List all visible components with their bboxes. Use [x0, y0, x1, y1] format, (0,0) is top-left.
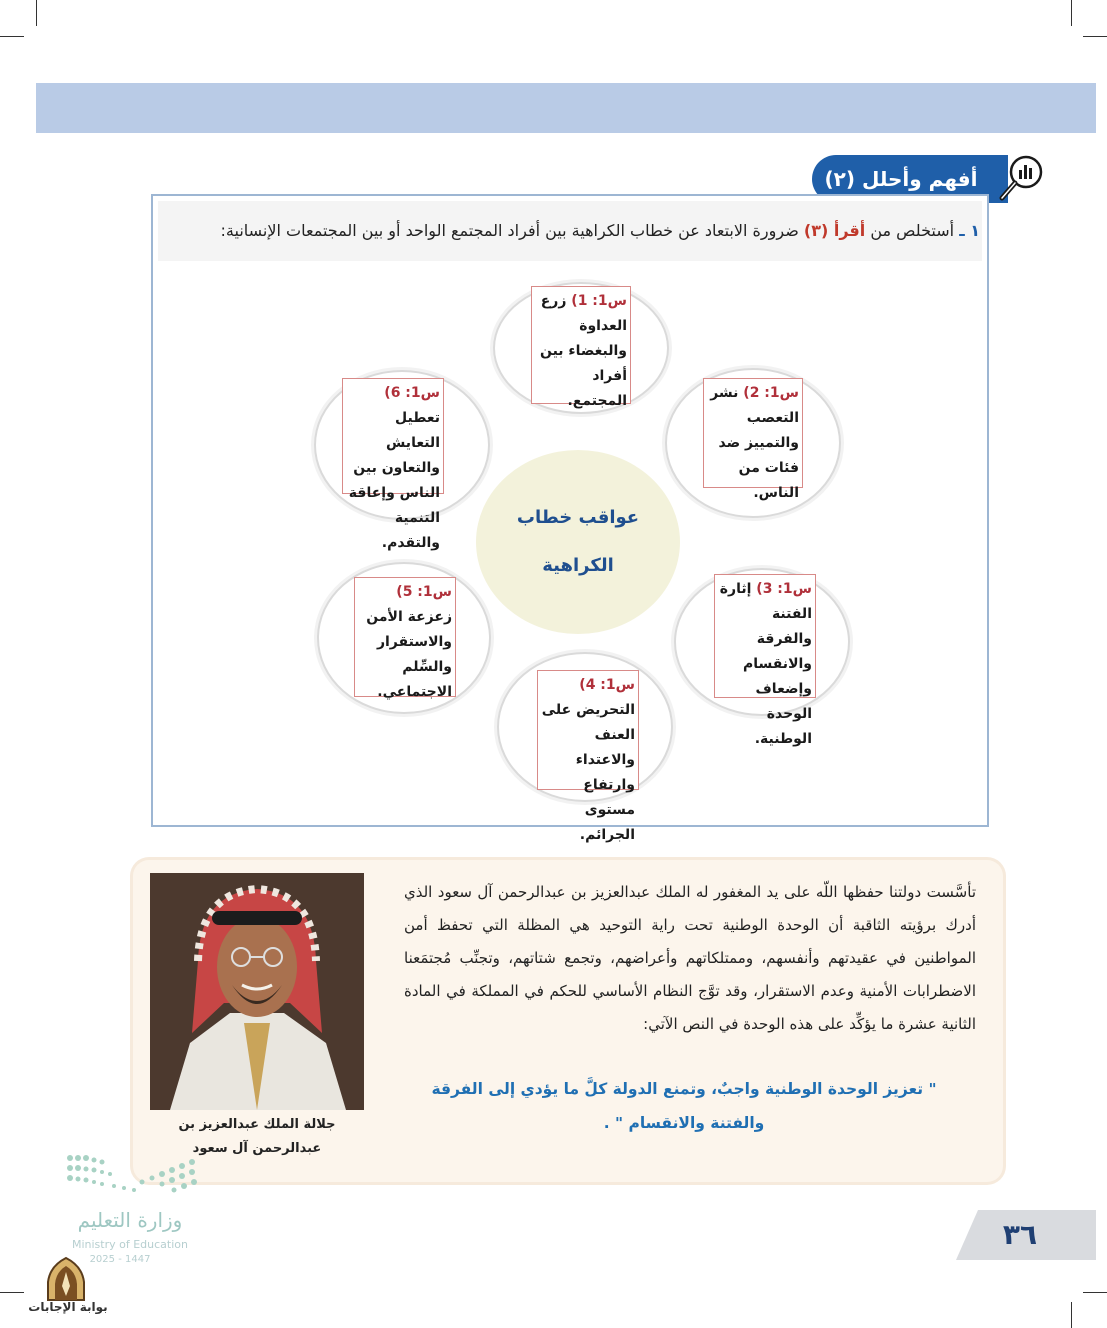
crop-mark — [0, 36, 24, 37]
question-text-before: أستخلص من — [870, 221, 955, 240]
crop-mark — [1083, 36, 1107, 37]
question-reference: أقرأ (٣) — [803, 221, 866, 240]
page-number: ٣٦ — [1002, 1218, 1038, 1251]
photo-caption-line2: عبدالرحمن آل سعود — [192, 1141, 322, 1156]
crop-mark — [1071, 1302, 1072, 1328]
answer-text-1: زرع العداوة والبغضاء بين أفراد المجتمع. — [539, 293, 627, 409]
answer-text-4: التحريض على العنف والاعتداء وارتفاع مستوى الجرائم. — [541, 702, 635, 843]
answer-label-2: س1: 2) — [743, 385, 799, 401]
diagram-center-line2: الكراهية — [542, 555, 614, 576]
answer-box-6[interactable] — [342, 378, 444, 551]
site-name: بوابة الإجابات — [28, 1300, 108, 1314]
crop-mark — [1083, 1292, 1107, 1293]
answer-label-6: س1: 6) — [384, 385, 440, 401]
crop-mark — [0, 1292, 24, 1293]
body-paragraph: تأسَّست دولتنا حفظها اللّه على يد المغفور له الملك عبدالعزيز بن عبدالرحمن آل سعود الذي أدرك برؤيته الثاقبة أن الوحدة الوطنية تحت راية التوحيد هي المظلة التي تحفظ أمن المواطنين في عقيدتهم وأنفسهم، وممتلكاتهم وأعراضهم، وتجمع شتاتهم، وتجنِّب مُجتمَعنا الاضطرابات الأمنية وعدم الاستقرار، وقد توَّج النظام الأساسي للحكم في المملكة في المادة الثانية عشرة ما يؤكِّد على هذه الوحدة في النص الآتي: — [404, 883, 976, 1033]
question-text-after: ضرورة الابتعاد عن خطاب الكراهية بين أفراد المجتمع الواحد أو بين المجتمعات الإنسانية: — [220, 221, 799, 240]
crop-mark — [36, 0, 37, 26]
answer-box-2[interactable] — [703, 378, 803, 501]
answer-box-3[interactable] — [714, 574, 816, 747]
answer-label-5: س1: 5) — [396, 584, 452, 600]
constitution-quote: " تعزيز الوحدة الوطنية واجبٌ، وتمنع الدولة كلَّ ما يؤدي إلى الفرقة والفتنة والانقسام " . — [431, 1080, 937, 1132]
question-number: ١ ـ — [959, 221, 980, 240]
ministry-logo-icon — [62, 1152, 202, 1198]
photo-caption-line1: جلالة الملك عبدالعزيز بن — [178, 1117, 336, 1132]
diagram-center — [476, 450, 680, 634]
ministry-name-arabic: وزارة التعليم — [77, 1208, 183, 1232]
answer-label-4: س1: 4) — [579, 677, 635, 693]
diagram-center-line1: عواقب خطاب — [516, 507, 640, 528]
answer-box-5[interactable] — [354, 577, 456, 700]
answer-label-3: س1: 3) — [756, 581, 812, 597]
ministry-year: 2025 - 1447 — [89, 1254, 151, 1265]
answer-label-1: س1: 1) — [571, 293, 627, 309]
answer-text-3: إثارة الفتنة والفرقة والانقسام وإضعاف الوحدة الوطنية. — [719, 581, 812, 747]
section-title: أفهم وأحلل (٢) — [812, 155, 1008, 203]
answer-text-6: تعطيل التعايش والتعاون بين الناس وإعاقة التنمية والتقدم. — [348, 410, 440, 551]
king-portrait-photo — [150, 873, 364, 1110]
site-logo-icon — [40, 1256, 92, 1302]
crop-mark — [1071, 0, 1072, 26]
header-band — [36, 83, 1096, 133]
answer-text-5: زعزعة الأمن والاستقرار والسِّلم الاجتماعي. — [366, 609, 452, 700]
answer-text-2: نشر التعصب والتمييز ضد فئات من الناس. — [710, 385, 799, 501]
answer-box-1[interactable] — [531, 286, 631, 409]
ministry-name-english: Ministry of Education — [71, 1238, 188, 1251]
magnifier-chart-icon — [996, 152, 1048, 204]
question-text — [170, 214, 980, 248]
answer-box-4[interactable] — [537, 670, 639, 843]
